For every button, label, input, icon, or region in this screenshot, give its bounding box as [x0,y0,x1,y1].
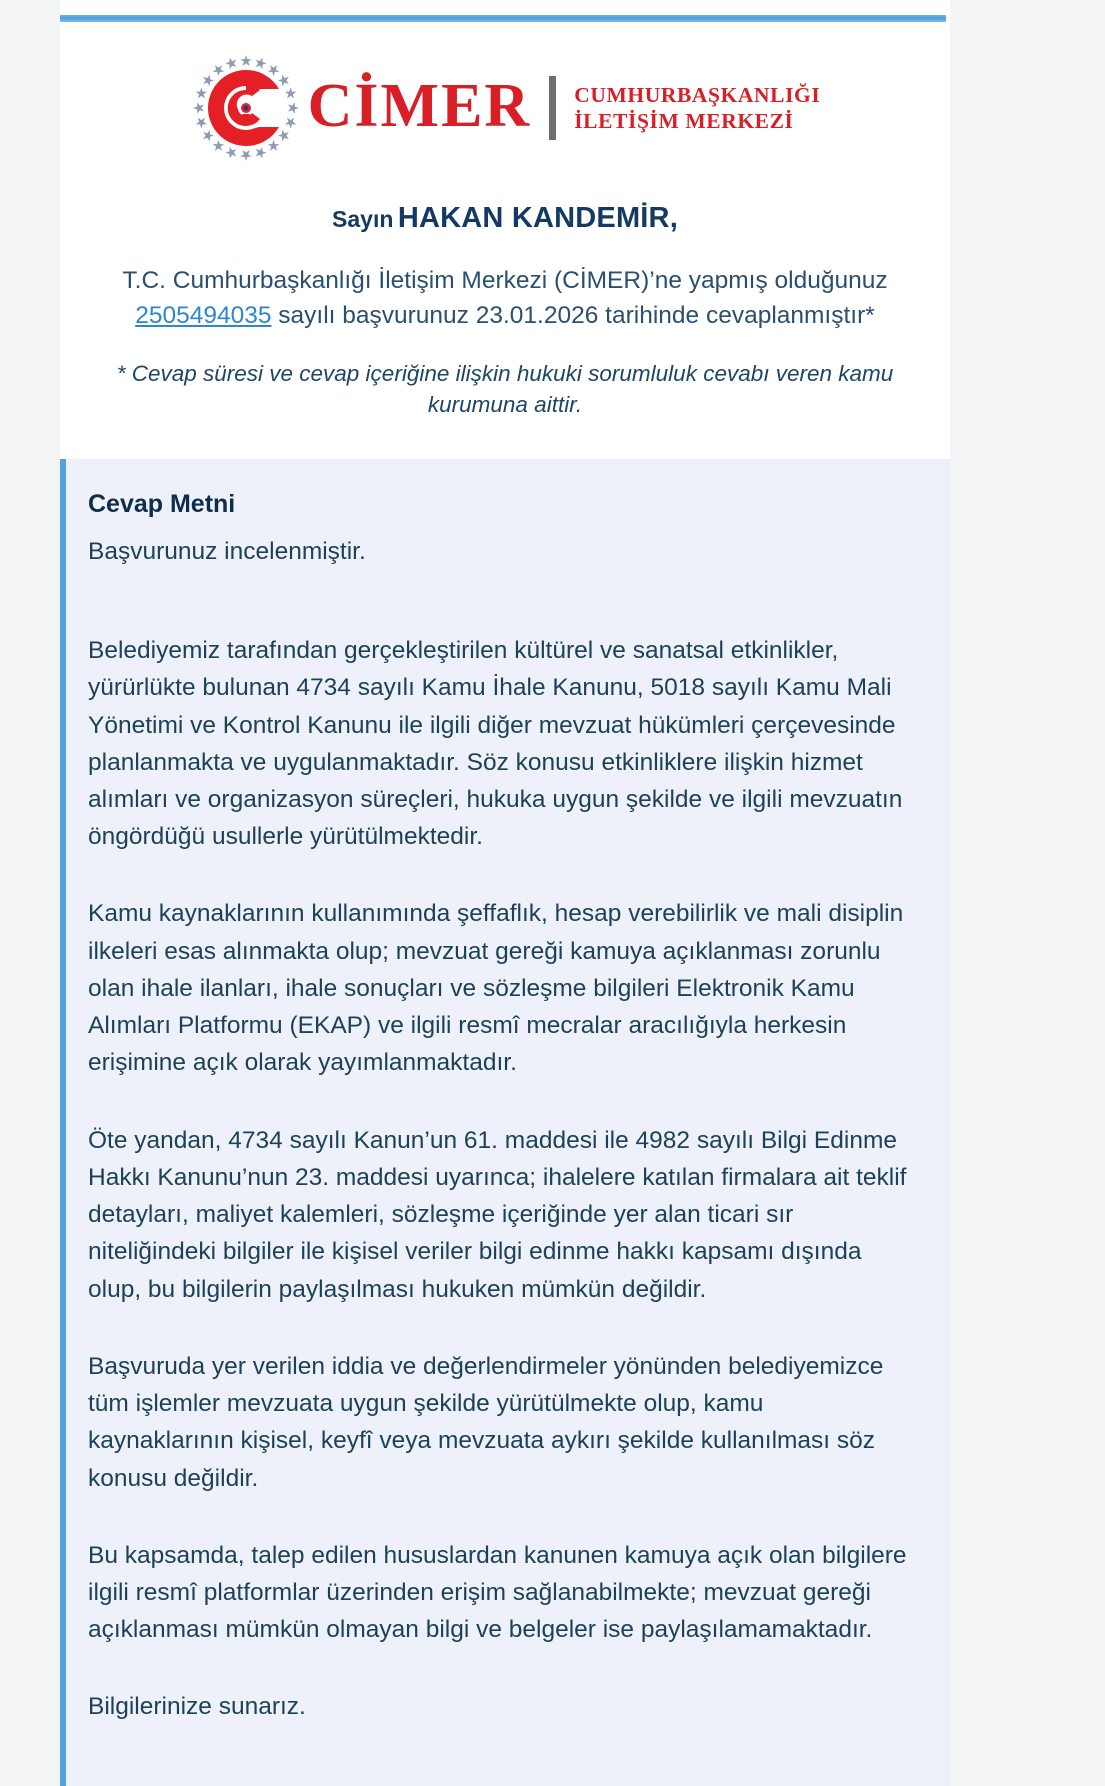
cimer-logo [60,0,950,174]
document-header [60,0,950,437]
cimer-subtitle-line2: İLETİŞİM MERKEZİ [574,109,794,133]
salutation [60,200,950,236]
answer-lead: Başvurunuz incelenmiştir. [88,537,366,565]
intro-paragraph [106,264,904,334]
answer-paragraph: Bu kapsamda, talep edilen hususlardan kanunen kamuya açık olan bilgilere ilgili resmî platformlar üzerinden erişim sağlanabilmekte; mevzuat gereği açıklanması mümkün olmayan bilgi ve belgeler ise paylaşılamamaktadır. [88,1541,907,1644]
answer-section-title: Cevap Metni [88,489,236,518]
answer-section [60,459,950,1786]
intro-text-before: T.C. Cumhurbaşkanlığı İletişim Merkezi (CİMER)’ne yapmış olduğunuz [122,267,888,295]
document-card [60,0,950,1786]
cimer-wordmark: CİMER [307,72,532,140]
cimer-logo-icon [190,52,302,164]
cimer-subtitle-line1: CUMHURBAŞKANLIĞI [574,82,821,107]
logo-divider [549,76,556,140]
cimer-subtitle [574,82,820,134]
answer-closing: Bilgilerinize sunarız. [88,1693,306,1721]
application-number-link[interactable]: 2505494035 [135,302,272,330]
answer-paragraph: Öte yandan, 4734 sayılı Kanun’un 61. maddesi ile 4982 sayılı Bilgi Edinme Hakkı Kanunu’nun 23. maddesi uyarınca; ihalelere katılan firmalara ait teklif detayları, maliyet kalemleri, sözleşme içeriğinde yer alan ticari sır niteliğindeki bilgiler ile kişisel veriler bilgi edinme hakkı kapsamı dışında olup, bu bilgilerin paylaşılması hukuken mümkün değildir. [88,1126,907,1303]
recipient-name: HAKAN KANDEMİR, [397,202,678,234]
answer-paragraph: Başvuruda yer verilen iddia ve değerlendirmeler yönünden belediyemizce tüm işlemler mevzuata uygun şekilde yürütülmekte olup, kamu kaynaklarının kişisel, keyfî veya mevzuata aykırı şekilde kullanılması söz konusu değildir. [88,1352,884,1492]
intro-text-after: sayılı başvurunuz 23.01.2026 tarihinde cevaplanmıştır* [271,302,875,330]
answer-paragraph: Kamu kaynaklarının kullanımında şeffaflık, hesap verebilirlik ve mali disiplin ilkeleri esas alınmakta olup; mevzuat gereği kamuya açıklanması zorunlu olan ihale ilanları, ihale sonuçları ve sözleşme bilgileri Elektronik Kamu Alımları Platformu (EKAP) ve ilgili resmî mecralar aracılığıyla herkesin erişimine açık olarak yayımlanmaktadır. [88,900,904,1077]
answer-paragraph: Belediyemiz tarafından gerçekleştirilen kültürel ve sanatsal etkinlikler, yürürlükte bulunan 4734 sayılı Kamu İhale Kanunu, 5018 sayılı Kamu Mali Yönetimi ve Kontrol Kanunu ile ilgili diğer mevzuat hükümleri çerçevesinde planlanmakta ve uygulanmaktadır. Söz konusu etkinliklere ilişkin hizmet alımları ve organizasyon süreçleri, hukuka uygun şekilde ve ilgili mevzuatın öngördüğü usullerle yürütülmektedir. [88,637,903,851]
top-accent-rule [60,15,946,22]
legal-disclaimer: * Cevap süresi ve cevap içeriğine ilişkin hukuki sorumluluk cevabı veren kamu kurumuna aittir. [116,360,894,418]
salutation-prefix: Sayın [332,206,394,232]
